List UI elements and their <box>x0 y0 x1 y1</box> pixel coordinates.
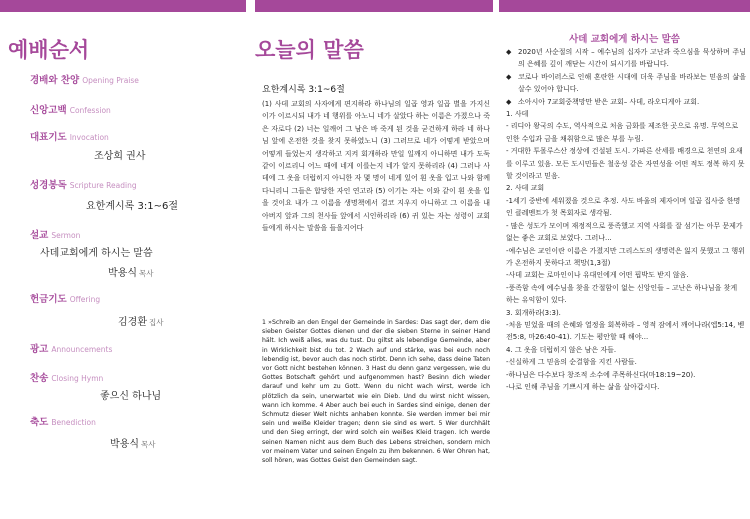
scripture-korean-text: (1) 사데 교회의 사자에게 편지하라 하나님의 일곱 영과 일곱 별을 가지신 이가 이르시되 내가 네 행위를 아노니 네가 살았다 하는 이름은 가졌으나 죽은 자로다 (2) 너는 일깨어 그 남은 바 죽게 된 것을 굳건하게 하라 네 하나님 앞에 온전한 것을 찾지 못하였노니 (3) 그러므로 네가 어떻게 받았으며 어떻게 들었는지 생각하고 지켜 회개하라 만일 일깨지 아니하면 내가 도둑 같이 이르리니 어느 때에 네게 이를는지 네가 알지 못하리라 (4) 그러나 사데에 그 옷을 더럽히지 아니한 자 몇 명이 네게 있어 흰 옷을 입고 나와 함께 다니리니 그들은 합당한 자인 연고라 (5) 이기는 자는 이와 같이 흰 옷을 입을 것이요 내가 그 이름을 생명책에서 결코 지우지 아니하고 그 이름을 내 아버지 앞과 그의 천사들 앞에서 시인하리라 (6) 귀 있는 자는 성령이 교회들에게 하시는 말씀을 들을지어다 <box>262 100 490 233</box>
worship-item-invocation <box>30 129 230 162</box>
sermon-notes-panel <box>499 12 750 519</box>
note-line: -나로 인해 주님을 기쁘시게 하는 삶을 살아갑시다. <box>506 382 660 391</box>
note-line: -하나님은 다수보다 창조적 소수에 주목하신다(마18:19~20). <box>506 370 696 379</box>
worship-item-announcements <box>30 341 230 355</box>
sermon-notes-body <box>506 46 746 393</box>
item-label-en: Confession <box>69 106 111 115</box>
note-heading: 2. 사데 교회 <box>506 184 545 193</box>
benediction-name: 박용식 <box>110 439 139 450</box>
note-heading: 3. 회개하라(3:3). <box>506 308 561 317</box>
scripture-german-text: 1 »Schreib an den Engel der Gemeinde in Sardes: Das sagt der, dem die sieben Geister Gottes dienen und der die sieben Sterne in seiner Hand hält. Ich weiß alles, was du tust. Du giltst als lebendige Gemeinde, aber in Wirklichkeit bist du tot. 2 Wach auf und stärke, was bei euch noch lebendig ist, bevor auch das noch stirbt. Denn ich sehe, dass deine Taten vor Gott nicht bestehen können. 3 Hast du denn ganz vergessen, wie du Gottes Botschaft gehört und aufgenommen hast? Besinn dich wieder darauf und kehr um zu Gott. Wenn du nicht wach wirst, werde ich plötzlich da sein, unerwartet wie ein Dieb. Und du wirst nicht wissen, wann ich komme. 4 Aber auch bei euch in Sardes sind einige, denen der Schmutz dieser Welt nichts anhaben konnte. Sie werden immer bei mir sein und weiße Kleider tragen; denn sie sind es wert. 5 Wer durchhält und den Sieg erringt, der wird solch ein weißes Kleid tragen. Ich werde seinen Namen nicht aus dem Buch des Lebens streichen, sondern mich vor meinem Vater und seinen Engeln zu ihm bekennen. 6 Wer Ohren hat, soll hören, was Gottes Geist den Gemeinden sagt. <box>262 319 490 465</box>
item-label-en: Sermon <box>51 231 81 240</box>
item-label-en: Opening Praise <box>82 76 139 85</box>
sermon-title: 사데교회에게 하시는 말씀 <box>40 248 153 259</box>
item-label: 헌금기도 <box>30 294 67 305</box>
item-label-en: Offering <box>69 295 101 304</box>
item-label: 광고 <box>30 344 49 355</box>
note-line: - 많은 성도가 모이며 재정적으로 풍족했고 지역 사회를 잘 섬기는 아무 문제가 없는 좋은 교회로 보였다. 그러나... <box>506 221 743 243</box>
closing-hymn-title: 좋으신 하나님 <box>100 391 162 402</box>
worship-order-panel <box>0 12 246 519</box>
scripture-panel <box>255 12 493 519</box>
note-line: -예수님은 교인이란 이름은 가졌지만 그리스도의 생명력은 잃지 못했고 그 행위가 온전하지 못하다고 책망(1,3절) <box>506 246 745 267</box>
worship-item-confession <box>30 102 230 116</box>
scripture-panel-title: 오늘의 말씀 <box>255 38 364 62</box>
worship-order-title: 예배순서 <box>8 38 90 62</box>
diamond-bullet-icon: ◆ <box>506 97 512 106</box>
item-label-en: Scripture Reading <box>69 181 137 190</box>
header-bar-middle <box>255 0 493 12</box>
worship-item-scripture <box>30 177 230 212</box>
offering-leader: 김경환 <box>118 317 147 328</box>
worship-item-sermon <box>30 227 230 279</box>
diamond-bullet-icon: ◆ <box>506 48 512 56</box>
item-label-en: Closing Hymn <box>51 374 104 383</box>
note-heading: 4. 그 옷을 더럽히지 않은 남은 자들. <box>506 345 617 354</box>
item-label: 대표기도 <box>30 132 67 143</box>
item-label: 신앙고백 <box>30 105 67 116</box>
note-line: -풍족함 속에 예수님을 찾을 간절함이 없는 신앙인들 – 고난은 하나님을 찾게 하는 유익함이 있다. <box>506 283 738 305</box>
item-label: 성경봉독 <box>30 180 67 191</box>
note-bullet: ◆ 소아시아 7교회중책망만 받은 교회– 사데, 라오디게아 교회. <box>506 96 746 108</box>
invocation-leader: 조상희 권사 <box>94 151 146 162</box>
worship-item-offering <box>30 291 230 328</box>
note-heading: 1. 사데 <box>506 110 529 119</box>
note-line: - 거대한 투몰루스산 정상에 건설된 도시. 가파른 산세를 배경으로 천연의 요새를 이루고 있음. 모든 도시민들은 철옹성 같은 자연성을 어떤 적도 정복 하지 못할 것이라고 믿음. <box>506 147 745 181</box>
note-line: -1세기 중반에 세워졌을 것으로 추정. 사도 바울의 제자이며 일곱 집사중 한명인 클레멘트가 첫 목회자로 생각됨. <box>506 196 741 218</box>
item-label: 설교 <box>30 230 49 241</box>
item-label: 찬송 <box>30 373 49 384</box>
worship-item-praise <box>30 72 230 86</box>
item-label: 축도 <box>30 417 49 428</box>
note-line: -신실하게 그 믿음의 순결함을 지킨 사람들. <box>506 358 637 367</box>
sermon-notes-title: 사데 교회에게 하시는 말씀 <box>569 34 680 45</box>
note-bullet: ◆ 2020년 사순절의 시작 – 예수님의 십자가 고난과 죽으심을 묵상하며 주님의 은혜를 깊이 깨닫는 시간이 되시기를 바랍니다. <box>506 46 746 71</box>
diamond-bullet-icon: ◆ <box>506 72 512 81</box>
item-label-en: Benediction <box>51 418 96 427</box>
header-bar-right <box>499 0 750 12</box>
scripture-reference: 요한계시록 3:1~6절 <box>86 201 178 212</box>
worship-item-benediction <box>30 414 230 450</box>
preacher-title: 목사 <box>138 269 154 278</box>
preacher-name: 박용식 <box>108 268 137 279</box>
item-label-en: Announcements <box>51 345 113 354</box>
offering-leader-title: 집사 <box>148 318 164 327</box>
item-label: 경배와 찬양 <box>30 75 80 86</box>
benediction-title: 목사 <box>140 440 156 449</box>
note-line: -처음 믿었을 때의 은혜와 열정을 회복하라 – 영적 잠에서 깨어나라(엡5:14, 벧전5:8, 마26:40-41). 기도는 평안할 때 해야... <box>506 320 745 342</box>
note-line: - 리디아 왕국의 수도, 역사적으로 처음 금화를 제조한 곳으로 유명. 무역으로 인한 수입과 금을 채취함으로 많은 부를 누림. <box>506 122 739 143</box>
note-line: -사데 교회는 로마인이나 유대인에게 어떤 핍박도 받지 않음. <box>506 271 689 280</box>
item-label-en: Invocation <box>69 133 109 142</box>
worship-item-hymn <box>30 370 230 402</box>
note-bullet: ◆ 코로나 바이러스로 인해 혼란한 시대에 더욱 주님을 바라보는 믿음의 삶을 살수 있어야 합니다. <box>506 71 746 96</box>
header-bar-left <box>0 0 246 12</box>
scripture-reference-heading: 요한계시록 3:1~6절 <box>262 85 345 95</box>
